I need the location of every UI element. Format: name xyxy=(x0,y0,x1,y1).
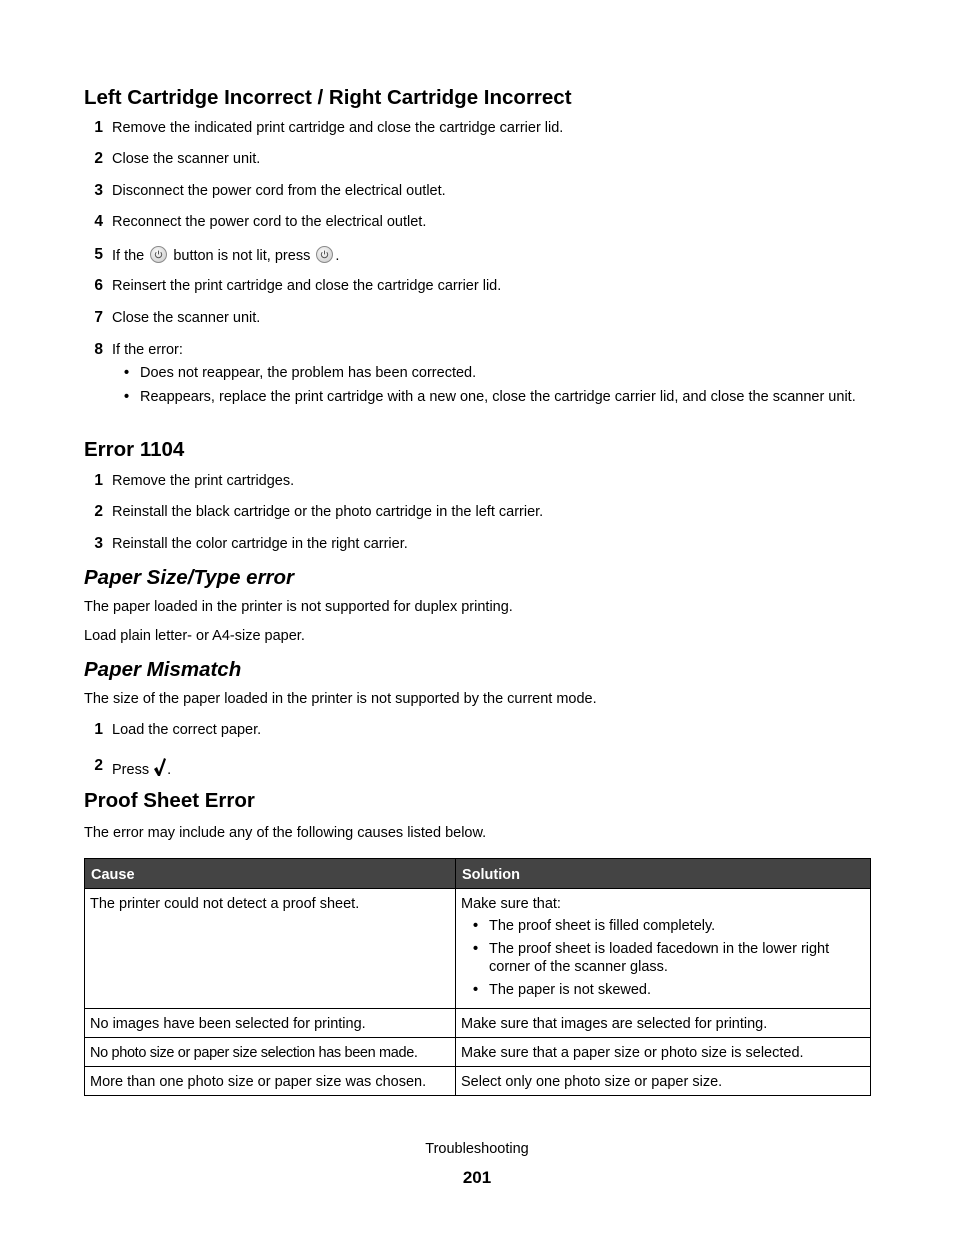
bullet-text: Reappears, replace the print cartridge with a new one, close the cartridge carrier lid, and close the scanner unit. xyxy=(140,389,856,405)
step-text: Reinstall the black cartridge or the photo cartridge in the left carrier. xyxy=(112,504,544,520)
page-number: 201 xyxy=(462,1168,492,1187)
step-number: 1 xyxy=(94,472,103,489)
step-number: 3 xyxy=(94,182,103,199)
paragraph: Load plain letter- or A4-size paper. xyxy=(84,628,305,644)
step-text: Load the correct paper. xyxy=(112,722,262,738)
table-row xyxy=(85,889,871,1009)
checkmark-icon xyxy=(153,762,167,778)
bullet-dot: • xyxy=(473,941,479,957)
bullet-text: Does not reappear, the problem has been corrected. xyxy=(140,365,477,381)
step-number: 5 xyxy=(94,246,103,263)
list-item xyxy=(461,981,865,999)
power-button-icon xyxy=(316,246,333,263)
cause-cell: No images have been selected for printing. xyxy=(85,1009,456,1038)
cause-cell: More than one photo size or paper size was chosen. xyxy=(85,1067,456,1096)
column-header-solution: Solution xyxy=(456,859,871,889)
step-text xyxy=(112,246,339,265)
table-row xyxy=(85,1009,871,1038)
power-button-icon xyxy=(150,246,167,263)
section-title-proof-sheet-error: Proof Sheet Error xyxy=(84,789,255,812)
section-title-error-1104: Error 1104 xyxy=(84,438,185,461)
step-text: Reinsert the print cartridge and close the cartridge carrier lid. xyxy=(112,278,502,294)
step-text: If the error: xyxy=(112,342,183,358)
table-header-row xyxy=(85,859,871,889)
step-number: 7 xyxy=(94,309,103,326)
step-text-before: Press xyxy=(112,762,150,778)
step-number: 3 xyxy=(94,535,103,552)
proof-sheet-error-table xyxy=(84,858,871,1096)
step-number: 1 xyxy=(94,721,103,738)
bullet-text: The paper is not skewed. xyxy=(489,982,652,998)
bullet-text: The proof sheet is loaded facedown in the lower right corner of the scanner glass. xyxy=(489,941,830,975)
list-item xyxy=(461,940,865,976)
solution-text: Make sure that: xyxy=(461,896,561,912)
step-number: 2 xyxy=(94,757,103,774)
table-row xyxy=(85,1067,871,1096)
paragraph: The error may include any of the following causes listed below. xyxy=(84,825,487,841)
solution-cell: Select only one photo size or paper size. xyxy=(456,1067,871,1096)
step-text: Close the scanner unit. xyxy=(112,310,261,326)
step-text: Remove the indicated print cartridge and close the cartridge carrier lid. xyxy=(112,120,564,136)
solution-cell: Make sure that images are selected for printing. xyxy=(456,1009,871,1038)
step-number: 2 xyxy=(94,503,103,520)
step-number: 6 xyxy=(94,277,103,294)
bullet-dot: • xyxy=(473,918,479,934)
cause-cell: No photo size or paper size selection has been made. xyxy=(85,1038,456,1067)
step-text xyxy=(112,757,171,779)
step-text: Remove the print cartridges. xyxy=(112,473,295,489)
step-text-middle: button is not lit, press xyxy=(173,248,311,264)
cause-cell: The printer could not detect a proof sheet. xyxy=(85,889,456,1009)
solution-cell: Make sure that a paper size or photo size is selected. xyxy=(456,1038,871,1067)
bullet-dot: • xyxy=(124,365,130,381)
step-number: 8 xyxy=(94,341,103,358)
step-text: Close the scanner unit. xyxy=(112,151,261,167)
bullet-text: The proof sheet is filled completely. xyxy=(489,918,716,934)
step-text-after: . xyxy=(335,248,340,264)
paragraph: The size of the paper loaded in the printer is not supported by the current mode. xyxy=(84,691,597,707)
step-text: Disconnect the power cord from the electrical outlet. xyxy=(112,183,446,199)
section-title-paper-mismatch: Paper Mismatch xyxy=(84,658,242,681)
table-row xyxy=(85,1038,871,1067)
step-number: 1 xyxy=(94,119,103,136)
step-number: 4 xyxy=(94,213,103,230)
section-title-paper-size-type-error: Paper Size/Type error xyxy=(84,566,295,589)
footer-section-name: Troubleshooting xyxy=(425,1141,529,1157)
bullet-dot: • xyxy=(473,982,479,998)
column-header-cause: Cause xyxy=(85,859,456,889)
step-text-before: If the xyxy=(112,248,145,264)
bullet-dot: • xyxy=(124,389,130,405)
step-text-after: . xyxy=(167,762,172,778)
solution-bullet-list xyxy=(461,917,865,999)
step-number: 2 xyxy=(94,150,103,167)
step-text: Reinstall the color cartridge in the right carrier. xyxy=(112,536,408,552)
step-text: Reconnect the power cord to the electrical outlet. xyxy=(112,214,427,230)
section-title-cartridge-incorrect: Left Cartridge Incorrect / Right Cartridge Incorrect xyxy=(84,86,572,109)
solution-cell xyxy=(456,889,871,1009)
paragraph: The paper loaded in the printer is not supported for duplex printing. xyxy=(84,599,513,615)
list-item xyxy=(461,917,865,935)
